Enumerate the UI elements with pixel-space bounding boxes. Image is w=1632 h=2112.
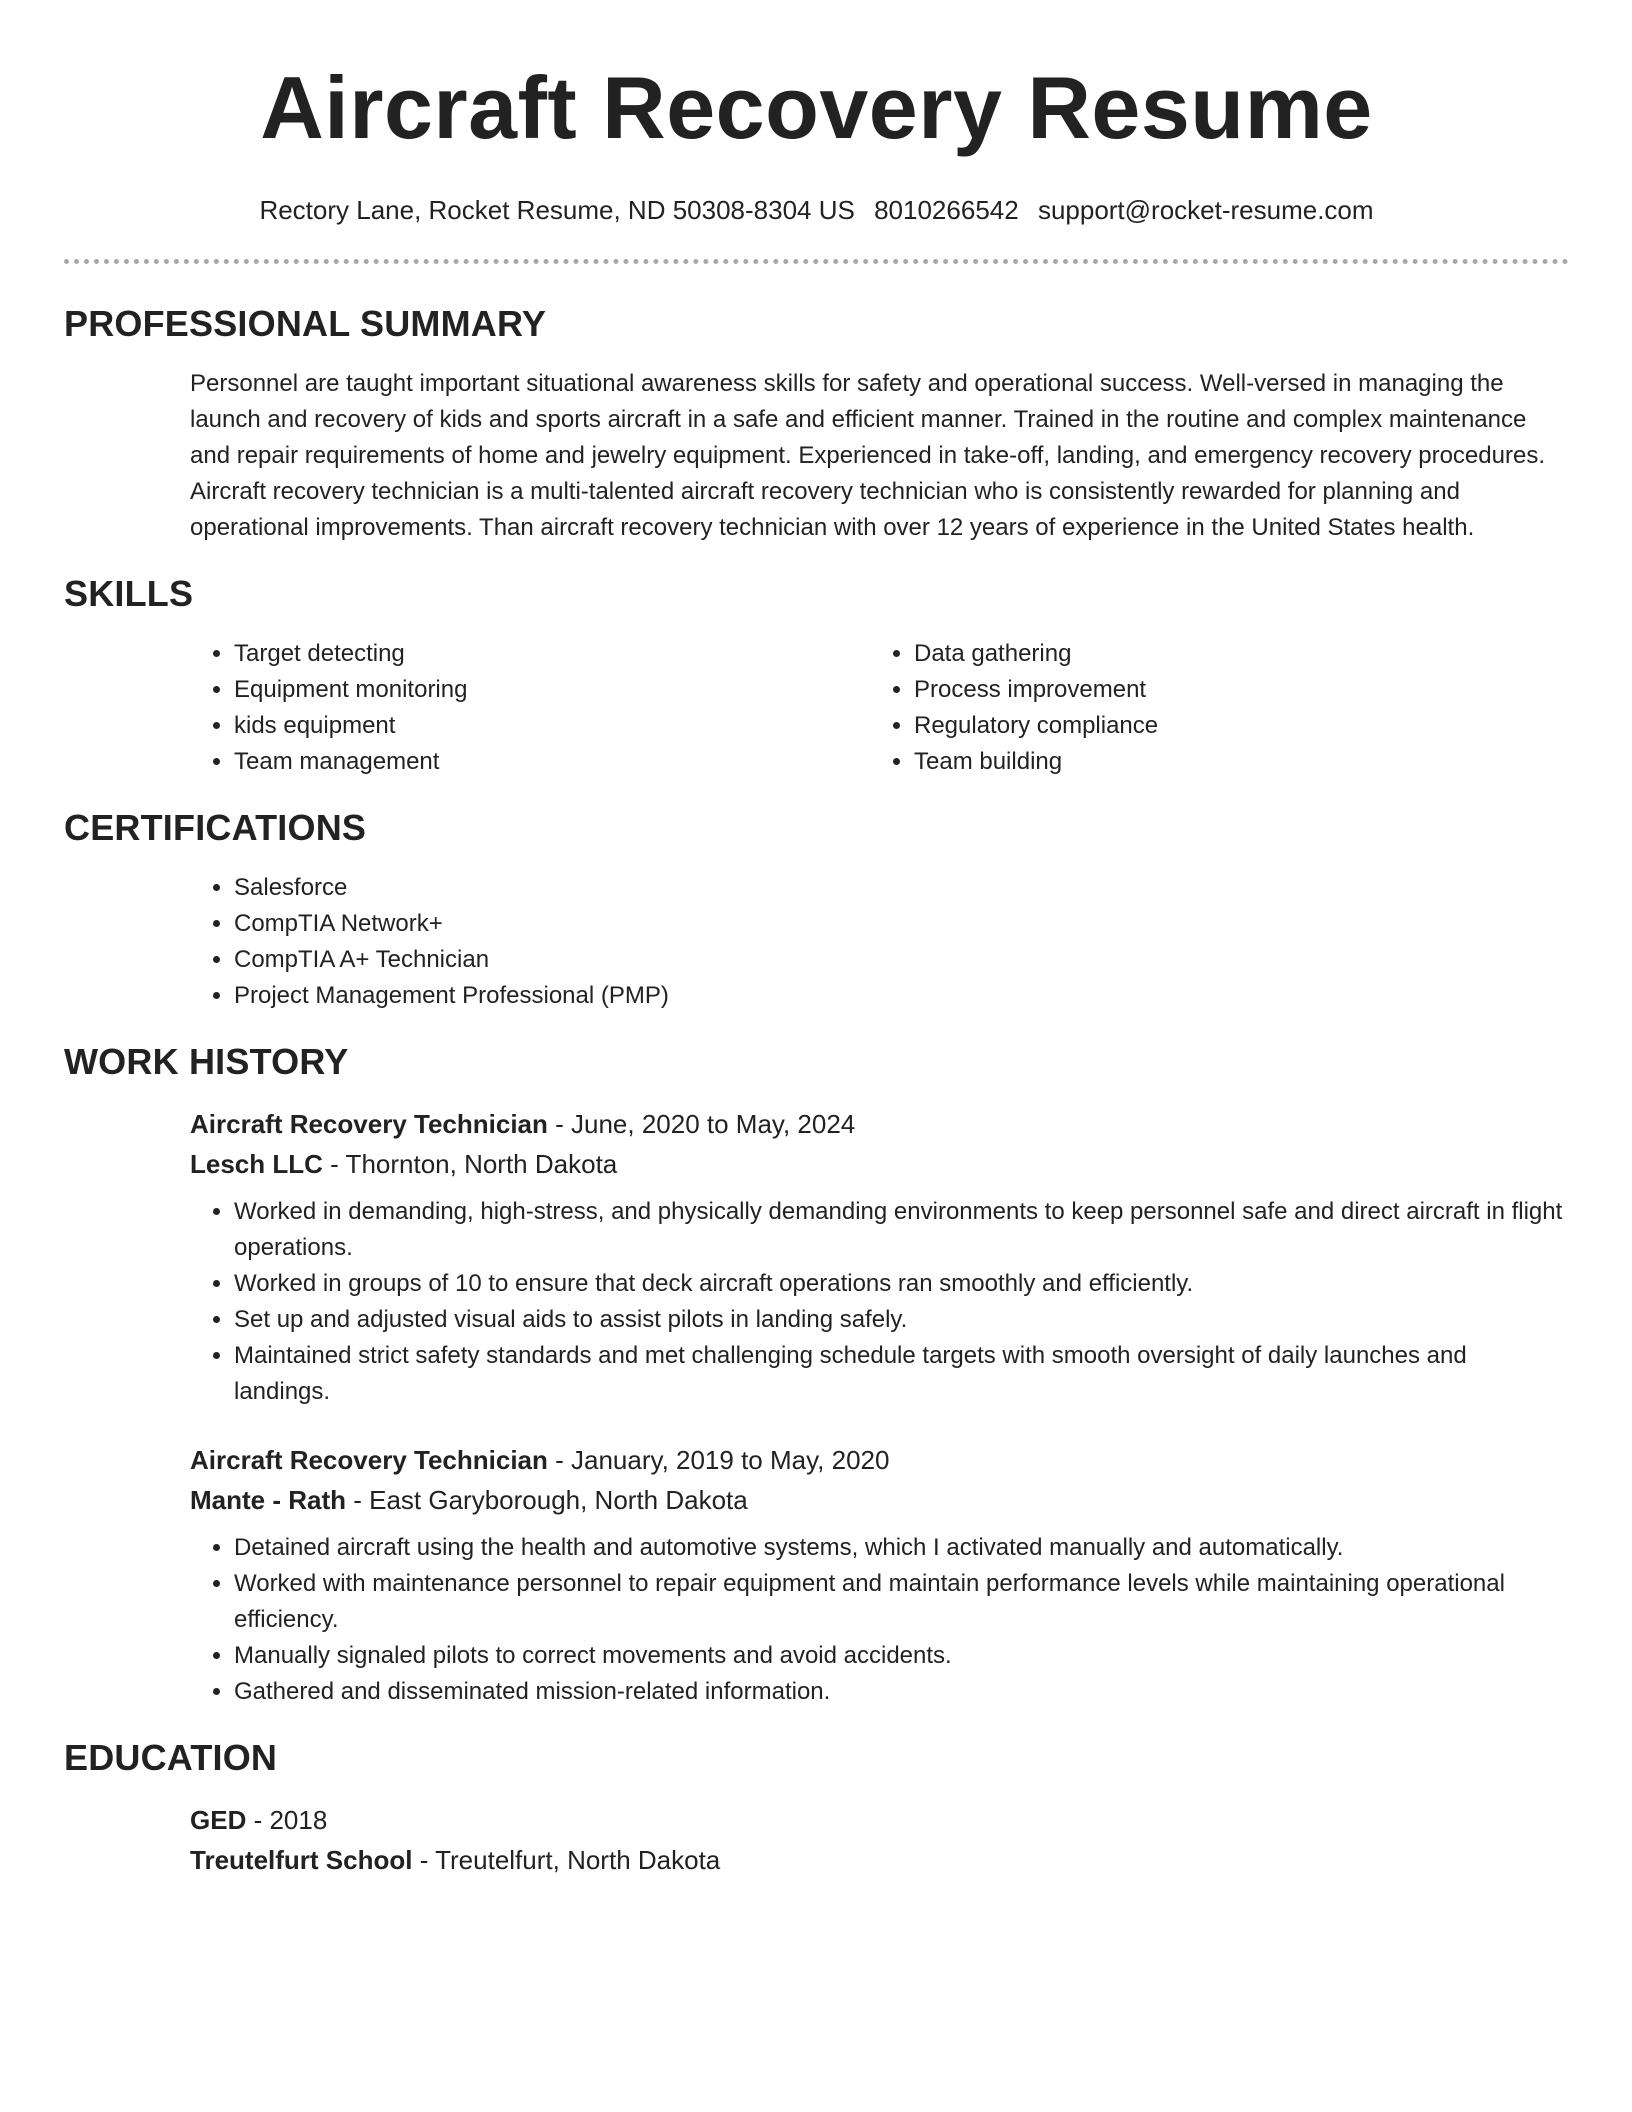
summary-heading: PROFESSIONAL SUMMARY [64,303,547,344]
skill-item: • Regulatory compliance [914,708,1550,744]
job-title-line [190,1440,1569,1480]
education-heading: EDUCATION [64,1737,278,1778]
education-degree: GED [190,1805,247,1835]
skill-item: • Data gathering [914,636,1550,672]
certifications-content [190,870,1569,1014]
section-certifications [64,806,1569,1014]
certification-item: • CompTIA A+ Technician [234,942,1569,978]
job-dates: - June, 2020 to May, 2024 [547,1109,856,1139]
job-dates: - January, 2019 to May, 2020 [547,1445,890,1475]
section-summary [64,302,1569,546]
education-school-line [190,1840,1569,1880]
job-bullet: • Manually signaled pilots to correct movements and avoid accidents. [234,1638,1569,1674]
certification-item: • Project Management Professional (PMP) [234,978,1569,1014]
skills-heading: SKILLS [64,573,194,614]
skill-item: • Equipment monitoring [234,672,870,708]
certification-item: • CompTIA Network+ [234,906,1569,942]
contact-address: Rectory Lane, Rocket Resume, ND 50308-8304 US [259,195,855,225]
education-content [190,1800,1569,1880]
education-year: - 2018 [246,1805,328,1835]
skills-list-right [870,636,1550,780]
job-location: - East Garyborough, North Dakota [346,1485,748,1515]
skill-item: • kids equipment [234,708,870,744]
section-skills [64,572,1569,780]
skill-item: • Process improvement [914,672,1550,708]
section-work-history [64,1040,1569,1710]
skill-item: • Target detecting [234,636,870,672]
job-bullet: • Detained aircraft using the health and automotive systems, which I activated manually and automatically. [234,1530,1569,1566]
education-degree-line [190,1800,1569,1840]
job-title: Aircraft Recovery Technician [190,1109,548,1139]
skill-item: • Team building [914,744,1550,780]
job-company-line [190,1144,1569,1184]
summary-content [190,366,1569,546]
header-divider [64,259,1569,264]
job-bullet: • Worked in demanding, high-stress, and physically demanding environments to keep personnel safe and direct aircraft in flight operations. [234,1194,1569,1266]
certifications-heading: CERTIFICATIONS [64,807,367,848]
job-bullets [190,1194,1569,1410]
education-location: - Treutelfurt, North Dakota [412,1845,721,1875]
summary-text: Personnel are taught important situational awareness skills for safety and operational success. Well-versed in managing the launch and recovery of kids and sports aircraft in a safe and efficient manner. Trained in the routine and complex maintenance and repair requirements of home and jewelry equipment. Experienced in take-off, landing, and emergency recovery procedures. Aircraft recovery technician is a multi-talented aircraft recovery technician who is consistently rewarded for planning and operational improvements. Than aircraft recovery technician with over 12 years of experience in the United States health. [190,370,1545,541]
skills-column-right [870,636,1550,780]
contact-phone: 8010266542 [874,195,1019,225]
section-education [64,1736,1569,1880]
certification-item: • Salesforce [234,870,1569,906]
job-title-line [190,1104,1569,1144]
job-company-line [190,1480,1569,1520]
skill-item: • Team management [234,744,870,780]
skills-column-left [190,636,870,780]
job-bullet: • Gathered and disseminated mission-related information. [234,1674,1569,1710]
work-history-heading: WORK HISTORY [64,1041,349,1082]
resume-title: Aircraft Recovery Resume [260,58,1373,157]
job-entry [190,1104,1569,1410]
skills-list-left [190,636,870,780]
job-title: Aircraft Recovery Technician [190,1445,548,1475]
job-entry [190,1440,1569,1710]
job-bullet: • Worked with maintenance personnel to repair equipment and maintain performance levels while maintaining operational efficiency. [234,1566,1569,1638]
job-bullets [190,1530,1569,1710]
contact-line [64,194,1569,226]
job-company: Mante - Rath [190,1485,346,1515]
job-bullet: • Set up and adjusted visual aids to assist pilots in landing safely. [234,1302,1569,1338]
skills-grid [190,636,1569,780]
job-location: - Thornton, North Dakota [322,1149,618,1179]
job-bullet: • Worked in groups of 10 to ensure that deck aircraft operations ran smoothly and efficiently. [234,1266,1569,1302]
job-bullet: • Maintained strict safety standards and met challenging schedule targets with smooth oversight of daily launches and landings. [234,1338,1569,1410]
work-history-content [190,1104,1569,1710]
education-school: Treutelfurt School [190,1845,413,1875]
certifications-list [190,870,1569,1014]
job-company: Lesch LLC [190,1149,323,1179]
contact-email: support@rocket-resume.com [1037,195,1374,225]
